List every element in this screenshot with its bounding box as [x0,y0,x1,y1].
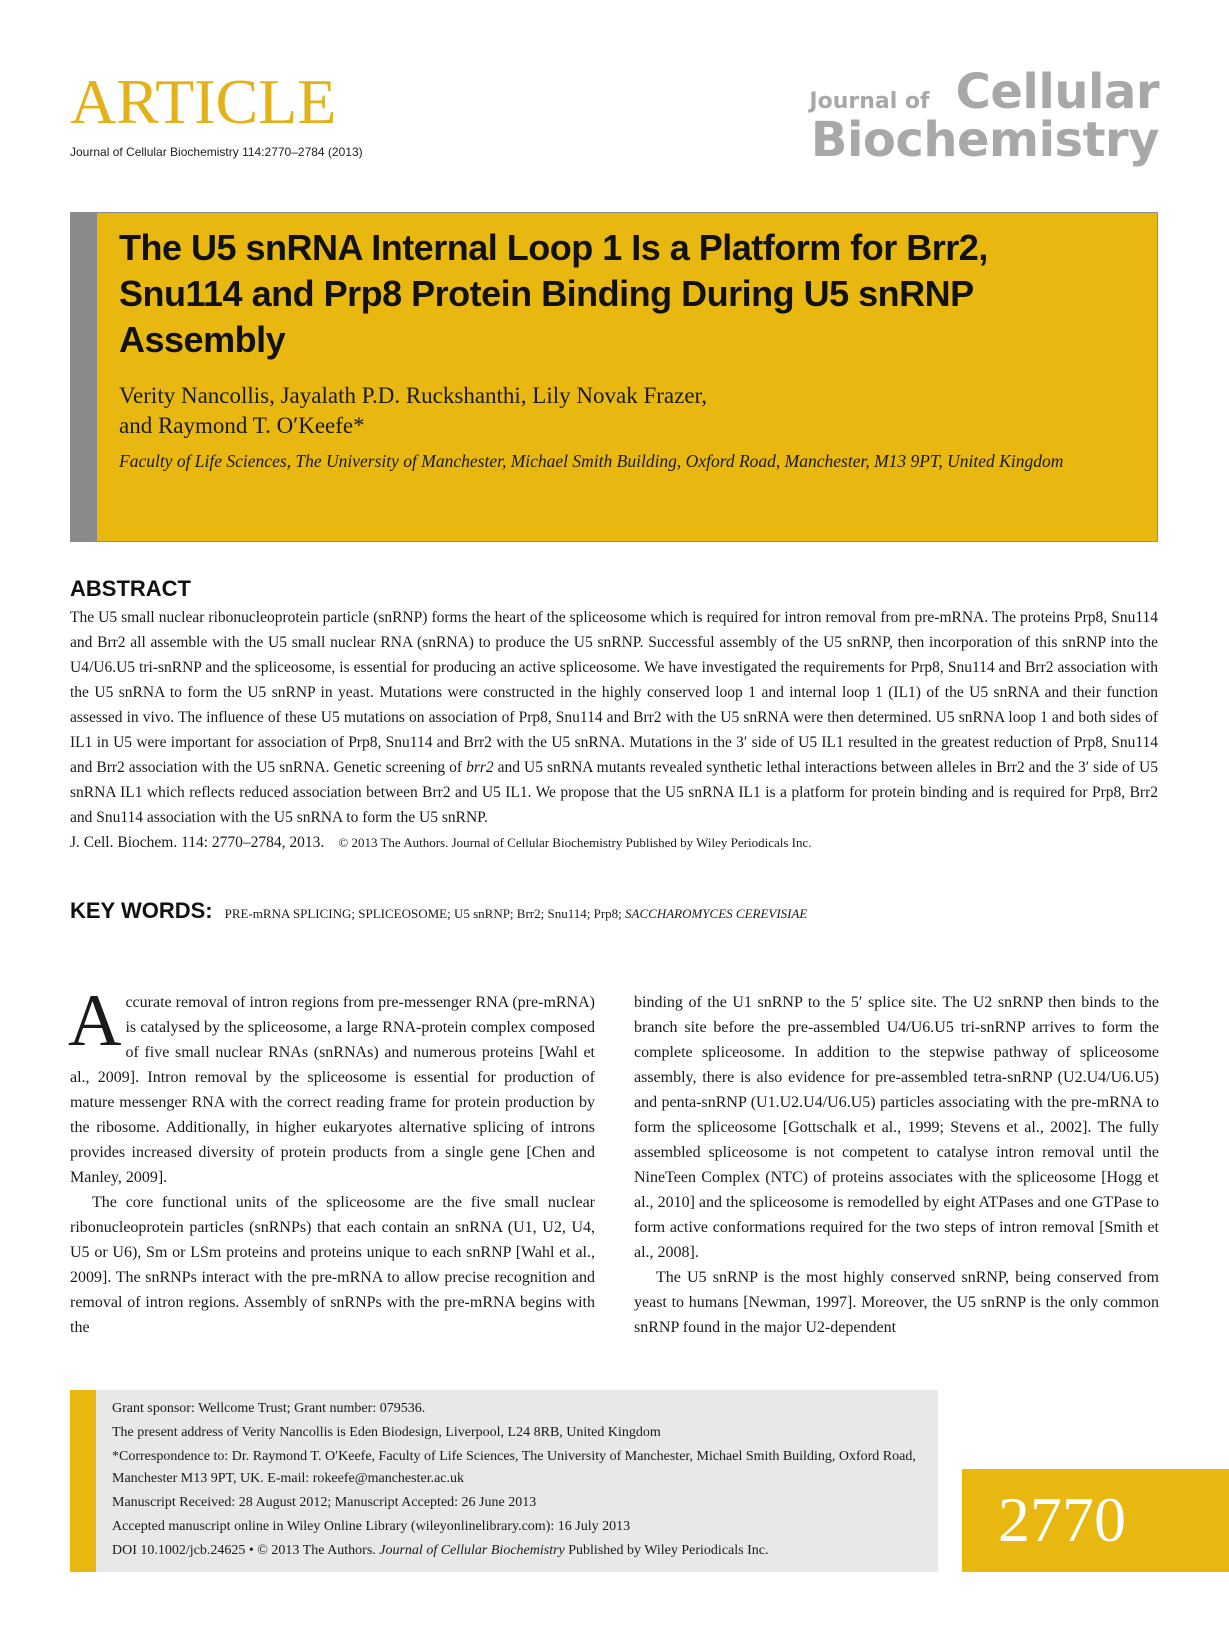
manuscript-dates: Manuscript Received: 28 August 2012; Manuscript Accepted: 26 June 2013 [112,1495,537,1510]
footnote-box [70,1390,938,1572]
doi-suffix: Published by Wiley Periodicals Inc. [564,1543,769,1558]
authors-line-1: Verity Nancollis, Jayalath P.D. Ruckshanthi, Lily Novak Frazer, [119,383,708,408]
body-column-right [634,990,1159,1340]
keywords-terms: PRE-mRNA SPLICING; SPLICEOSOME; U5 snRNP; Brr2; Snu114; Prp8; [224,906,622,921]
abstract-text-part-1: The U5 small nuclear ribonucleoprotein particle (snRNP) forms the heart of the spliceosome which is required for intron removal from pre-mRNA. The proteins Prp8, Snu114 and Brr2 all assemble with the U5 small nuclear RNA (snRNA) to produce the U5 snRNP. Successful assembly of the U5 snRNP, then incorporation of this snRNP into the U4/U6.U5 tri-snRNP and the spliceosome, is essential for producing an active spliceosome. We have investigated the requirements for Prp8, Snu114 and Brr2 association with the U5 snRNA to form the U5 snRNP in yeast. Mutations were constructed in the highly conserved loop 1 and internal loop 1 (IL1) of the U5 snRNA and their function assessed in vivo. The influence of these U5 mutations on association of Prp8, Snu114 and Brr2 with the U5 snRNA were then determined. U5 snRNA loop 1 and both sides of IL1 in U5 were important for association of Prp8, Snu114 and Brr2 with the U5 snRNA. Mutations in the 3′ side of U5 IL1 resulted in the greatest reduction of Prp8, Snu114 and Brr2 association with the U5 snRNA. Genetic screening of [70,609,1158,776]
footnote-accent-bar [70,1390,96,1572]
journal-logo-biochemistry: Biochemistry [810,112,1159,168]
body-column-left [68,980,595,1340]
present-address: The present address of Verity Nancollis is Eden Biodesign, Liverpool, L24 8RB, United Kingdom [112,1425,661,1440]
title-block [70,212,1158,542]
accepted-online: Accepted manuscript online in Wiley Online Library (wileyonlinelibrary.com): 16 July 2013 [112,1519,631,1534]
correspondence: *Correspondence to: Dr. Raymond T. O′Keefe, Faculty of Life Sciences, The University of Manchester, Michael Smith Building, Oxford Road, Manchester M13 9PT, UK. E-mail: rokeefe@manchester.ac.uk [112,1449,916,1486]
body-paragraph: The core functional units of the spliceosome are the five small nuclear ribonucleoprotein particles (snRNPs) that each contain an snRNA (U1, U2, U4, U5 or U6), Sm or LSm proteins and proteins unique to each snRNP [Wahl et al., 2009]. The snRNPs interact with the pre-mRNA to allow precise recognition and removal of intron regions. Assembly of snRNPs with the pre-mRNA begins with the [70,1194,595,1336]
title-block-sidebar [71,213,97,541]
keywords-list [225,906,808,922]
keywords-label: KEY WORDS: [70,898,213,923]
abstract-text-part-2: and U5 snRNA mutants revealed synthetic lethal interactions between alleles in Brr2 and the 3′ side of U5 snRNA IL1 which reflects reduced association between Brr2 and U5 IL1. We propose that the U5 snRNA IL1 is a platform for protein binding and is required for Prp8, Brr2 and Snu114 association with the U5 snRNA to form the U5 snRNP. [70,759,1158,826]
body-paragraph-text: ccurate removal of intron regions from pre-messenger RNA (pre-mRNA) is catalysed by the spliceosome, a large RNA-protein complex composed of five small nuclear RNAs (snRNAs) and numerous proteins [Wahl et al., 2009]. Intron removal by the spliceosome is essential for production of mature messenger RNA with the correct reading frame for protein production by the ribosome. Additionally, in higher eukaryotes alternative splicing of introns provides increased diversity of protein products from a single gene [Chen and Manley, 2009]. [70,994,595,1186]
body-paragraph: binding of the U1 snRNP to the 5′ splice site. The U2 snRNP then binds to the branch site before the pre-assembled U4/U6.U5 tri-snRNP arrives to form the complete spliceosome. In addition to the stepwise pathway of spliceosome assembly, there is also evidence for pre-assembled tetra-snRNP (U2.U4/U6.U5) and penta-snRNP (U1.U2.U4/U6.U5) particles associating with the pre-mRNA to form the spliceosome [Gottschalk et al., 1999; Stevens et al., 2002]. The fully assembled spliceosome is not competent to catalyse intron removal until the NineTeen Complex (NTC) of proteins associates with the spliceosome [Hogg et al., 2010] and the spliceosome is remodelled by eight ATPases and one GTPase to form active conformations required for the two steps of intron removal [Smith et al., 2008]. [634,994,1159,1261]
journal-logo-cellular: Cellular [955,64,1159,120]
drop-cap: A [68,980,122,1062]
body-paragraph [68,980,595,1190]
keywords-italic-term: SACCHAROMYCES CEREVISIAE [625,906,808,921]
keywords [70,898,807,924]
journal-citation: Journal of Cellular Biochemistry 114:2770–2784 (2013) [70,145,363,159]
abstract-body [70,605,1158,855]
doi-line [112,1540,932,1562]
journal-logo [809,64,1159,168]
page-number-box [962,1469,1229,1572]
article-label: ARTICLE [70,66,337,137]
grant-info: Grant sponsor: Wellcome Trust; Grant number: 079536. [112,1401,426,1416]
page-number: 2770 [998,1484,1126,1555]
paper-title: The U5 snRNA Internal Loop 1 Is a Platform for Brr2, Snu114 and Prp8 Protein Binding During U5 snRNP Assembly [119,227,988,360]
authors-line-2: and Raymond T. O′Keefe* [119,413,365,438]
doi-journal-name: Journal of Cellular Biochemistry [379,1543,565,1558]
abstract-gene-name: brr2 [466,759,494,776]
author-list [119,381,707,441]
doi-prefix: DOI 10.1002/jcb.24625 • © 2013 The Authors. [112,1543,380,1558]
abstract-heading: ABSTRACT [70,576,191,601]
affiliation: Faculty of Life Sciences, The University of Manchester, Michael Smith Building, Oxford Road, Manchester, M13 9PT, United Kingdom [119,451,1064,471]
journal-logo-journal-of: Journal of [809,89,930,114]
body-paragraph: The U5 snRNP is the most highly conserved snRNP, being conserved from yeast to humans [Newman, 1997]. Moreover, the U5 snRNP is the only common snRNP found in the major U2-dependent [634,1269,1159,1336]
abstract-journal-citation: J. Cell. Biochem. 114: 2770–2784, 2013. [70,834,325,851]
abstract-copyright: © 2013 The Authors. Journal of Cellular Biochemistry Published by Wiley Periodicals Inc. [338,835,812,850]
